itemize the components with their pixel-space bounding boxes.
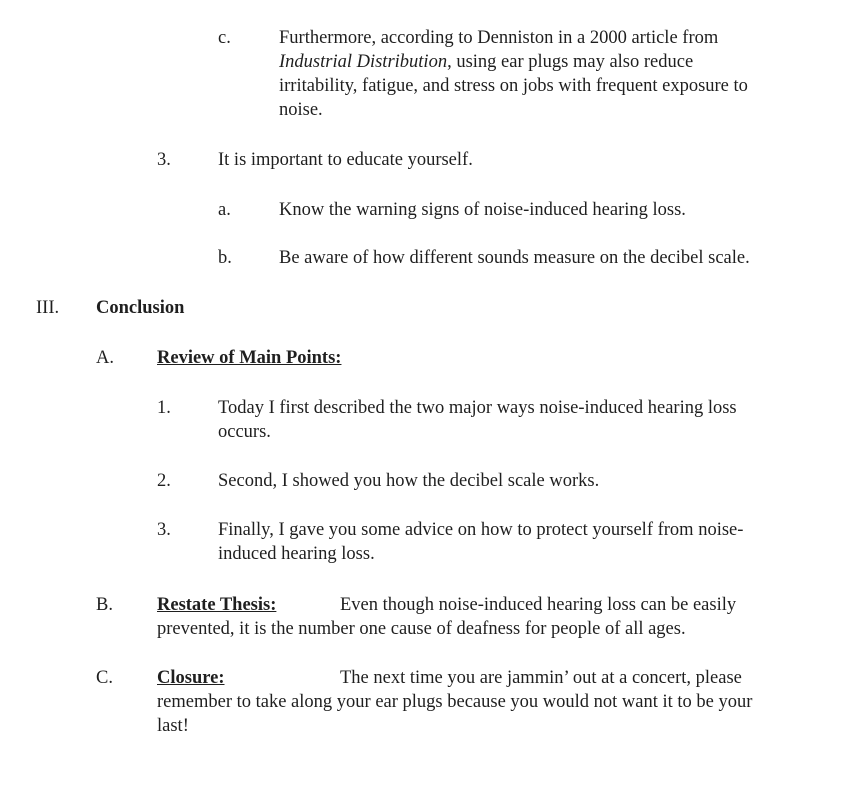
list-marker-C: C.: [96, 668, 113, 688]
list-marker-B: B.: [96, 595, 113, 615]
review-point-1-line-2: occurs.: [218, 422, 271, 442]
sub-point-b-text: Be aware of how different sounds measure on the decibel scale.: [279, 248, 750, 268]
conclusion-heading: Conclusion: [96, 298, 185, 318]
item-c-line-3: irritability, fatigue, and stress on jobs with frequent exposure to: [279, 76, 748, 96]
list-marker-3: 3.: [157, 150, 171, 170]
item-c-line-4: noise.: [279, 100, 323, 120]
thesis-line-2: prevented, it is the number one cause of deafness for people of all ages.: [157, 619, 686, 639]
thesis-label: Restate Thesis:: [157, 595, 277, 615]
thesis-line-1: Even though noise-induced hearing loss can be easily: [340, 595, 737, 615]
list-marker-b: b.: [218, 248, 232, 268]
review-marker-1: 1.: [157, 398, 171, 418]
closure-line-3: last!: [157, 716, 189, 736]
closure-line-2: remember to take along your ear plugs because you would not want it to be your: [157, 692, 753, 712]
review-point-1-line-1: Today I first described the two major ways noise-induced hearing loss: [218, 398, 737, 418]
closure-line-1: The next time you are jammin’ out at a concert, please: [340, 668, 742, 688]
closure-label: Closure:: [157, 668, 225, 688]
list-marker-a: a.: [218, 200, 231, 220]
sub-point-a-text: Know the warning signs of noise-induced hearing loss.: [279, 200, 686, 220]
source-title: Industrial Distribution: [279, 52, 448, 72]
list-marker-A: A.: [96, 348, 114, 368]
review-heading: Review of Main Points:: [157, 348, 342, 368]
item-c-line-1: Furthermore, according to Denniston in a 2000 article from: [279, 28, 719, 48]
review-point-3-line-2: induced hearing loss.: [218, 544, 375, 564]
review-point-3-line-1: Finally, I gave you some advice on how to protect yourself from noise-: [218, 520, 744, 540]
review-marker-2: 2.: [157, 471, 171, 491]
section-numeral: III.: [36, 298, 60, 318]
list-marker-c: c.: [218, 28, 231, 48]
review-point-2-line-1: Second, I showed you how the decibel scale works.: [218, 471, 600, 491]
point-3-text: It is important to educate yourself.: [218, 150, 473, 170]
review-marker-3: 3.: [157, 520, 171, 540]
item-c-line-2: [279, 50, 693, 74]
item-c-line-2-rest: , using ear plugs may also reduce: [447, 52, 694, 72]
